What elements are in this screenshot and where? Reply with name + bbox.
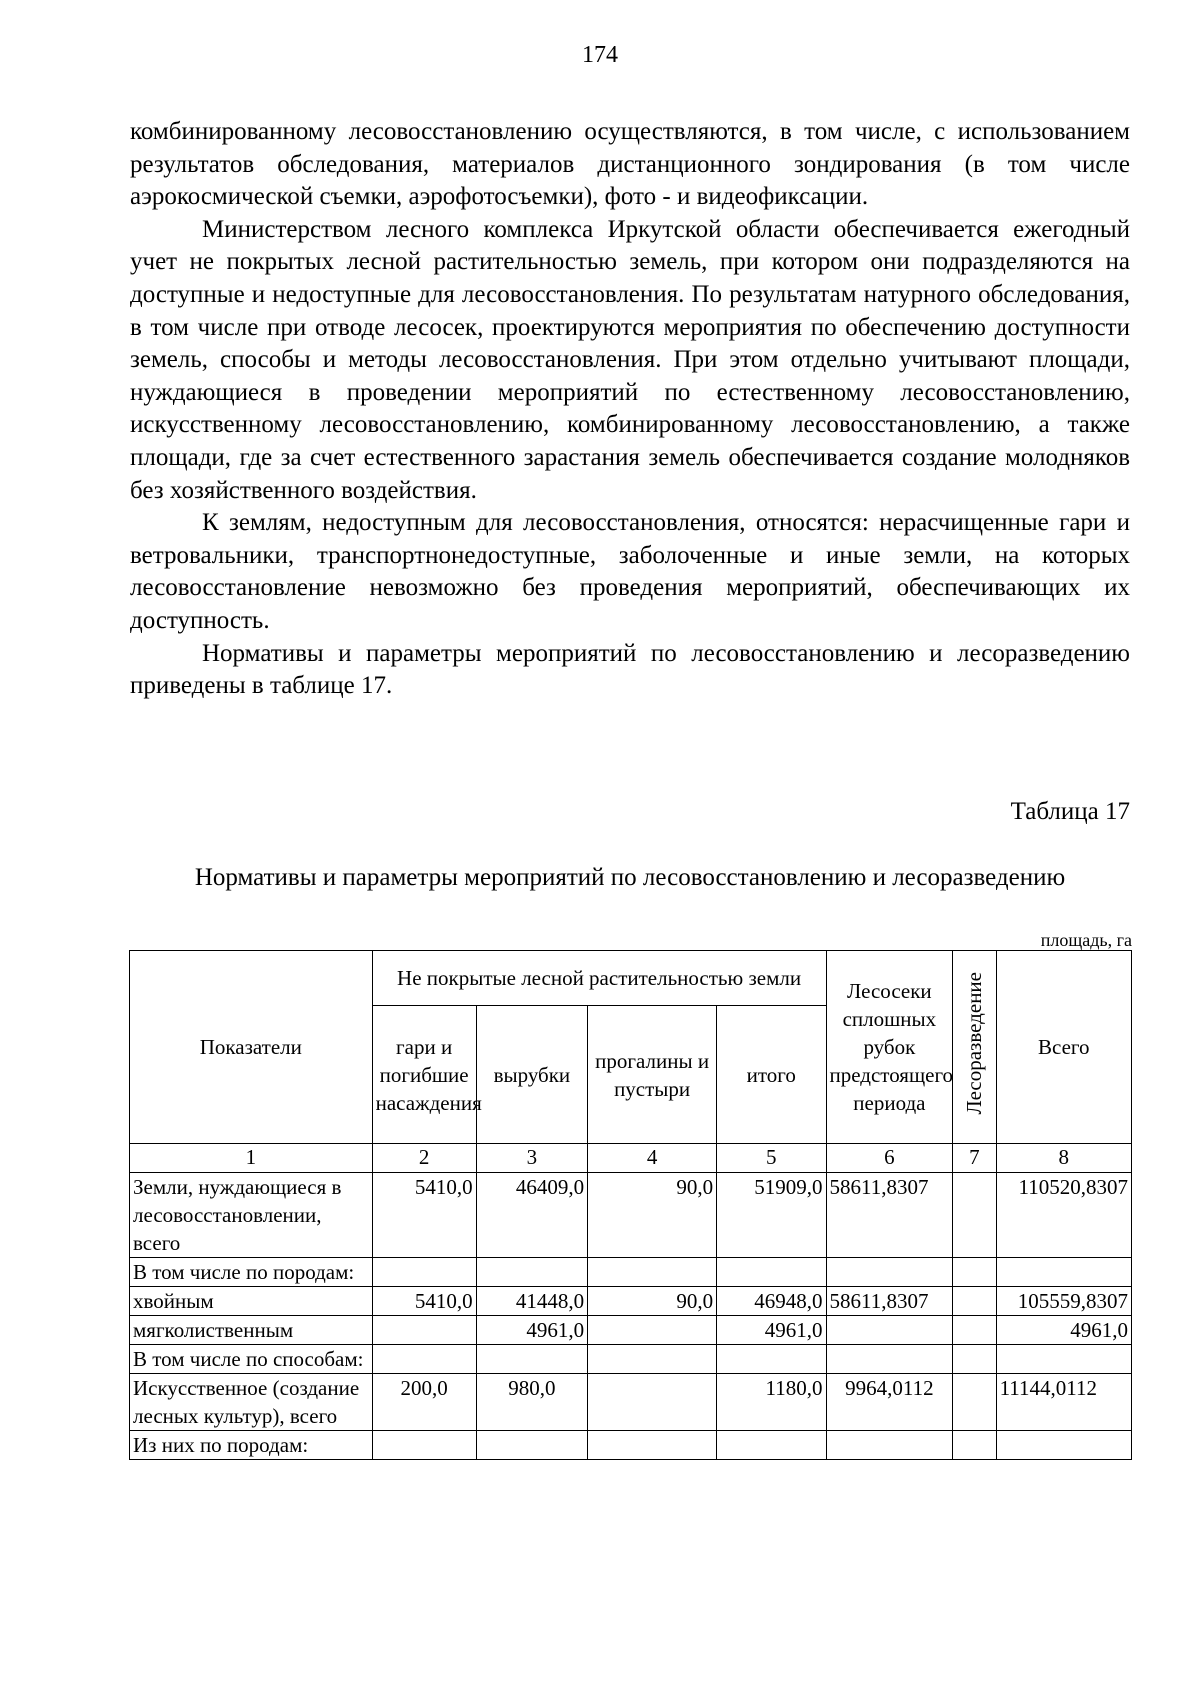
table-row (130, 1374, 1132, 1431)
paragraph: К землям, недоступным для лесовосстановления, относятся: нерасчищенные гари и ветровальники, транспортнонедоступные, заболоченные и иные земли, на которых лесовосстановление невозможно без проведения мероприятий, обеспечивающих их доступность. (130, 509, 1130, 634)
cell-value: 90,0 (588, 1173, 717, 1258)
cell-value (953, 1374, 996, 1431)
column-number: 1 (130, 1144, 373, 1173)
row-label: хвойным (130, 1287, 373, 1316)
header-afforestation-label: Лесоразведение (962, 972, 987, 1115)
column-number: 6 (826, 1144, 953, 1173)
cell-value: 4961,0 (717, 1316, 826, 1345)
norms-table (129, 950, 1132, 1460)
table-title: Нормативы и параметры мероприятий по лесовосстановлению и лесоразведению (194, 864, 1066, 891)
cell-value: 9964,0112 (826, 1374, 953, 1431)
table-row (130, 1287, 1132, 1316)
cell-value: 11144,0112 (996, 1374, 1131, 1431)
cell-value (588, 1374, 717, 1431)
cell-value (953, 1316, 996, 1345)
row-label: мягколиственным (130, 1316, 373, 1345)
header-total-all: Всего (996, 951, 1131, 1144)
cell-value (372, 1345, 476, 1374)
cell-value: 110520,8307 (996, 1173, 1131, 1258)
paragraph: комбинированному лесовосстановлению осуществляются, в том числе, с использованием результатов обследования, материалов дистанционного зондирования (в том числе аэрокосмической съемки, аэрофотосъемки), фото - и видеофиксации. (130, 118, 1130, 211)
table-row (130, 1345, 1132, 1374)
cell-value (953, 1173, 996, 1258)
cell-value: 58611,8307 (826, 1173, 953, 1258)
cell-value (372, 1258, 476, 1287)
cell-value (996, 1431, 1131, 1460)
header-cutting-areas: Лесосеки сплошных рубок предстоящего периода (826, 951, 953, 1144)
cell-value (826, 1258, 953, 1287)
column-number: 8 (996, 1144, 1131, 1173)
table-unit: площадь, га (1040, 930, 1132, 950)
cell-value (996, 1258, 1131, 1287)
table-label: Таблица 17 (1010, 798, 1130, 825)
cell-value (476, 1431, 588, 1460)
cell-value: 105559,8307 (996, 1287, 1131, 1316)
cell-value: 58611,8307 (826, 1287, 953, 1316)
cell-value (476, 1258, 588, 1287)
column-number: 3 (476, 1144, 588, 1173)
cell-value: 90,0 (588, 1287, 717, 1316)
row-label: Земли, нуждающиеся в лесовосстановлении, всего (130, 1173, 373, 1258)
cell-value (717, 1431, 826, 1460)
cell-value (588, 1345, 717, 1374)
cell-value (953, 1345, 996, 1374)
row-label: В том числе по способам: (130, 1345, 373, 1374)
cell-value: 200,0 (372, 1374, 476, 1431)
table-row (130, 1431, 1132, 1460)
table-row (130, 1258, 1132, 1287)
column-number: 2 (372, 1144, 476, 1173)
cell-value: 46409,0 (476, 1173, 588, 1258)
cell-value (826, 1345, 953, 1374)
cell-value: 41448,0 (476, 1287, 588, 1316)
cell-value (717, 1258, 826, 1287)
table-row (130, 1173, 1132, 1258)
cell-value (588, 1258, 717, 1287)
column-number: 4 (588, 1144, 717, 1173)
row-label: Из них по породам: (130, 1431, 373, 1460)
cell-value (372, 1431, 476, 1460)
header-burned: гари и погибшие насаждения (372, 1006, 476, 1144)
cell-value: 51909,0 (717, 1173, 826, 1258)
paragraph: Нормативы и параметры мероприятий по лесовосстановлению и лесоразведению приведены в таблице 17. (130, 639, 1130, 700)
header-glades: прогалины и пустыри (588, 1006, 717, 1144)
cell-value (953, 1258, 996, 1287)
header-uncovered-lands: Не покрытые лесной растительностью земли (372, 951, 826, 1006)
header-afforestation (953, 951, 996, 1144)
row-label: В том числе по породам: (130, 1258, 373, 1287)
column-number: 5 (717, 1144, 826, 1173)
cell-value: 4961,0 (476, 1316, 588, 1345)
table-row (130, 1316, 1132, 1345)
cell-value: 980,0 (476, 1374, 588, 1431)
header-subtotal: итого (717, 1006, 826, 1144)
cell-value: 46948,0 (717, 1287, 826, 1316)
cell-value: 4961,0 (996, 1316, 1131, 1345)
cell-value (953, 1431, 996, 1460)
body-text (130, 116, 1130, 703)
cell-value (953, 1287, 996, 1316)
cell-value: 5410,0 (372, 1173, 476, 1258)
cell-value (996, 1345, 1131, 1374)
cell-value (588, 1316, 717, 1345)
cell-value: 5410,0 (372, 1287, 476, 1316)
column-numbers-row (130, 1144, 1132, 1173)
cell-value (717, 1345, 826, 1374)
cell-value (372, 1316, 476, 1345)
cell-value (826, 1316, 953, 1345)
header-indicators: Показатели (130, 951, 373, 1144)
cell-value (476, 1345, 588, 1374)
paragraph: Министерством лесного комплекса Иркутской области обеспечивается ежегодный учет не покрытых лесной растительностью земель, при котором они подразделяются на доступные и недоступные для лесовосстановления. По результатам натурного обследования, в том числе при отводе лесосек, проектируются мероприятия по обеспечению доступности земель, способы и методы лесовосстановления. При этом отдельно учитывают площади, нуждающиеся в проведении мероприятий по естественному лесовосстановлению, искусственному лесовосстановлению, комбинированному лесовосстановлению, а также площади, где за счет естественного зарастания земель обеспечивается создание молодняков без хозяйственного воздействия. (130, 215, 1130, 504)
row-label: Искусственное (создание лесных культур), всего (130, 1374, 373, 1431)
header-cuttings: вырубки (476, 1006, 588, 1144)
cell-value (588, 1431, 717, 1460)
cell-value (826, 1431, 953, 1460)
cell-value: 1180,0 (717, 1374, 826, 1431)
column-number: 7 (953, 1144, 996, 1173)
page-number: 174 (582, 42, 618, 68)
